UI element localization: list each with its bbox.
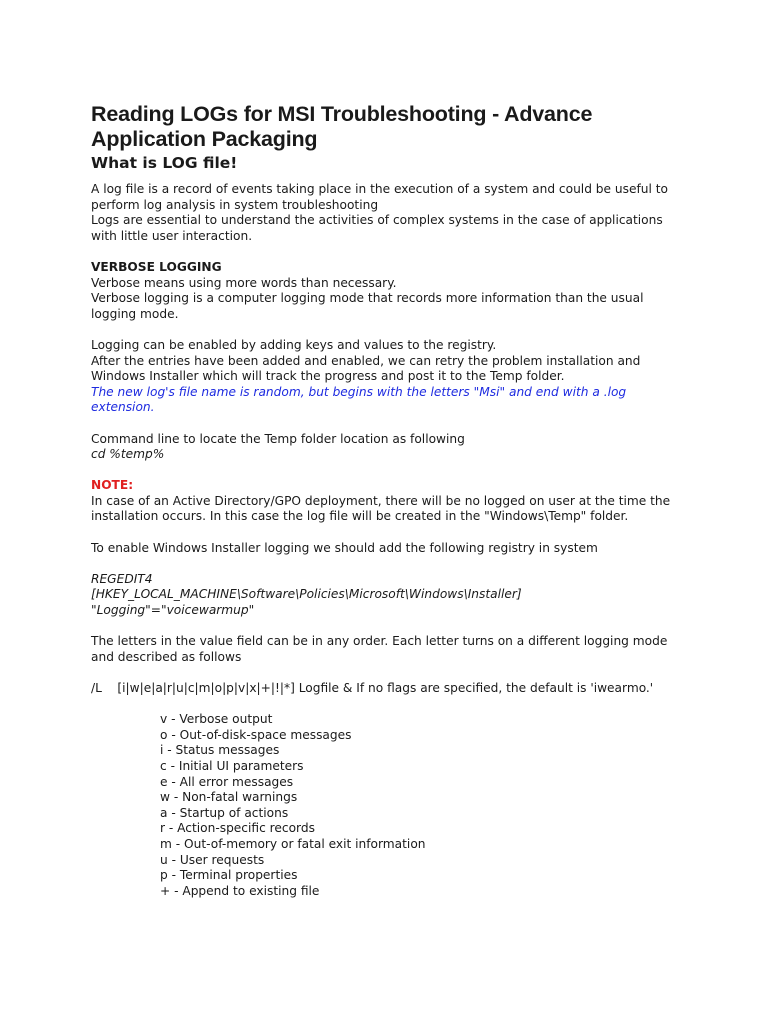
list-item: c - Initial UI parameters — [160, 758, 304, 773]
list-item: r - Action-specific records — [160, 821, 315, 836]
note-heading: NOTE: — [91, 478, 134, 493]
list-item: u - User requests — [160, 852, 265, 867]
list-item: v - Verbose output — [160, 712, 273, 727]
list-item: m - Out-of-memory or fatal exit information — [160, 836, 426, 851]
command-label: Command line to locate the Temp folder location as following — [91, 431, 465, 446]
syntax-text: /L [i|w|e|a|r|u|c|m|o|p|v|x|+|!|*] Logfile & If no flags are specified, the default is 'iwearmo.' — [91, 681, 654, 695]
list-item: o - Out-of-disk-space messages — [160, 727, 352, 742]
list-item: a - Startup of actions — [160, 805, 289, 820]
registry-line-3: "Logging"="voicewarmup" — [91, 603, 255, 618]
command-code: cd %temp% — [91, 447, 165, 462]
registry-line-1: REGEDIT4 — [91, 571, 153, 586]
note-text: In case of an Active Directory/GPO deployment, there will be no logged on user at the time the installation occurs. In this case the log file will be created in the "Windows\Temp" folder. — [91, 493, 671, 524]
list-item: w - Non-fatal warnings — [160, 790, 298, 805]
intro-paragraph-2: Logs are essential to understand the activities of complex systems in the case of applications with little user interaction. — [91, 213, 663, 243]
registry-intro-2: After the entries have been added and enabled, we can retry the problem installation and Windows Installer which will track the progress and post it to the Temp folder. — [91, 353, 641, 384]
verbose-heading: VERBOSE LOGGING — [91, 259, 222, 274]
intro-paragraph-1: A log file is a record of events taking place in the execution of a system and could be useful to perform log analysis in system troubleshooting — [91, 182, 668, 212]
list-item: p - Terminal properties — [160, 868, 298, 883]
flag-list — [91, 712, 691, 899]
list-item: + - Append to existing file — [160, 883, 320, 898]
blue-note: The new log's file name is random, but begins with the letters "Msi" and end with a .log extension. — [91, 384, 627, 415]
registry-line-2: [HKEY_LOCAL_MACHINE\Software\Policies\Microsoft\Windows\Installer] — [91, 587, 522, 602]
verbose-line-2: Verbose logging is a computer logging mode that records more information than the usual logging mode. — [91, 291, 644, 321]
letters-text: The letters in the value field can be in any order. Each letter turns on a different logging mode and described as follows — [91, 634, 668, 664]
enable-text: To enable Windows Installer logging we should add the following registry in system — [91, 540, 598, 555]
registry-intro-1: Logging can be enabled by adding keys and values to the registry. — [91, 337, 497, 352]
document-page — [91, 102, 691, 899]
verbose-line-1: Verbose means using more words than necessary. — [91, 275, 397, 290]
document-title: Reading LOGs for MSI Troubleshooting - Advance Application Packaging — [91, 102, 593, 151]
list-item: e - All error messages — [160, 774, 294, 789]
document-subtitle: What is LOG file! — [91, 154, 238, 172]
list-item: i - Status messages — [160, 743, 280, 758]
